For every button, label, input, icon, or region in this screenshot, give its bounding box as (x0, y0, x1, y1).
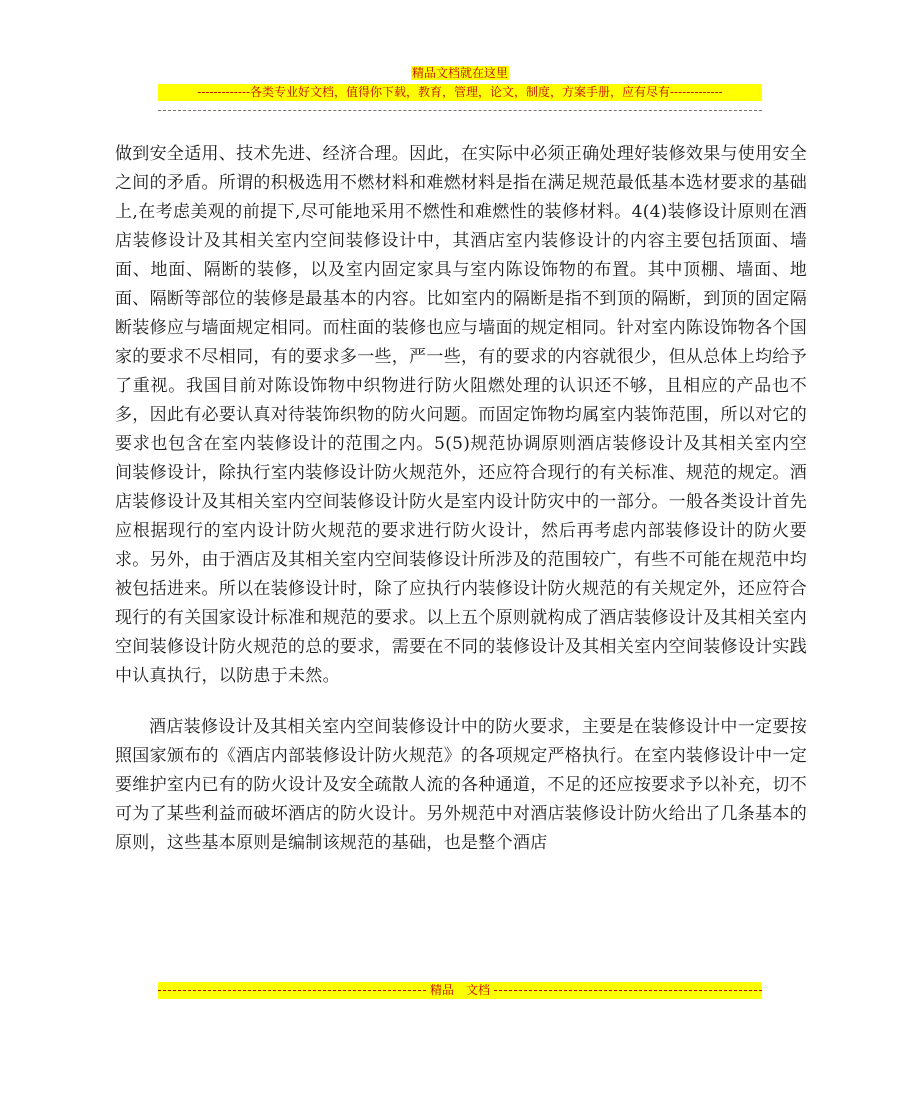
body-paragraph-1: 做到安全适用、技术先进、经济合理。因此，在实际中必须正确处理好装修效果与使用安全之间的矛盾。所谓的积极选用不燃材料和难燃材料是指在满足规范最低基本选材要求的基础上,在考虑美观的前提下,尽可能地采用不燃性和难燃性的装修材料。4(4)装修设计原则在酒店装修设计及其相关室内空间装修设计中，其酒店室内装修设计的内容主要包括顶面、墙面、地面、隔断的装修，以及室内固定家具与室内陈设饰物的布置。其中顶棚、墙面、地面、隔断等部位的装修是最基本的内容。比如室内的隔断是指不到顶的隔断，到顶的固定隔断装修应与墙面规定相同。而柱面的装修也应与墙面的规定相同。针对室内陈设饰物各个国家的要求不尽相同，有的要求多一些，严一些，有的要求的内容就很少，但从总体上均给予了重视。我国目前对陈设饰物中织物进行防火阻燃处理的认识还不够，且相应的产品也不多，因此有必要认真对待装饰织物的防火问题。而固定饰物均属室内装饰范围，所以对它的要求也包含在室内装修设计的范围之内。5(5)规范协调原则酒店装修设计及其相关室内空间装修设计，除执行室内装修设计防火规范外，还应符合现行的有关标准、规范的规定。酒店装修设计及其相关室内空间装修设计防火是室内设计防灾中的一部分。一般各类设计首先应根据现行的室内设计防火规范的要求进行防火设计，然后再考虑内部装修设计的防火要求。另外，由于酒店及其相关室内空间装修设计所涉及的范围较广，有些不可能在规范中均被包括进来。所以在装修设计时，除了应执行内装修设计防火规范的有关规定外，还应符合现行的有关国家设计标准和规范的要求。以上五个原则就构成了酒店装修设计及其相关室内空间装修设计防火规范的总的要求，需要在不同的装修设计及其相关室内空间装修设计实践中认真执行，以防患于未然。 (115, 144, 807, 686)
header-title-text: 精品文档就在这里 (411, 66, 508, 80)
footer-dash-right (494, 990, 762, 991)
footer-label: 精品 文档 (430, 983, 491, 997)
document-body (115, 140, 807, 858)
body-paragraph-2: 酒店装修设计及其相关室内空间装修设计中的防火要求，主要是在装修设计中一定要按照国家颁布的《酒店内部装修设计防火规范》的各项规定严格执行。在室内装修设计中一定要维护室内已有的防火设计及安全疏散人流的各种通道，不足的还应按要求予以补充，切不可为了某些利益而破坏酒店的防火设计。另外规范中对酒店装修设计防火给出了几条基本的原则，这些基本原则是编制该规范的基础，也是整个酒店 (115, 717, 807, 853)
footer-dash-left (158, 990, 426, 991)
header-title (0, 66, 920, 81)
header-subtitle: -------------各类专业好文档，值得你下载，教育，管理，论文，制度，方案手册，应有尽有------------- (158, 84, 762, 101)
header-divider (158, 110, 762, 111)
footer-banner (158, 982, 762, 999)
